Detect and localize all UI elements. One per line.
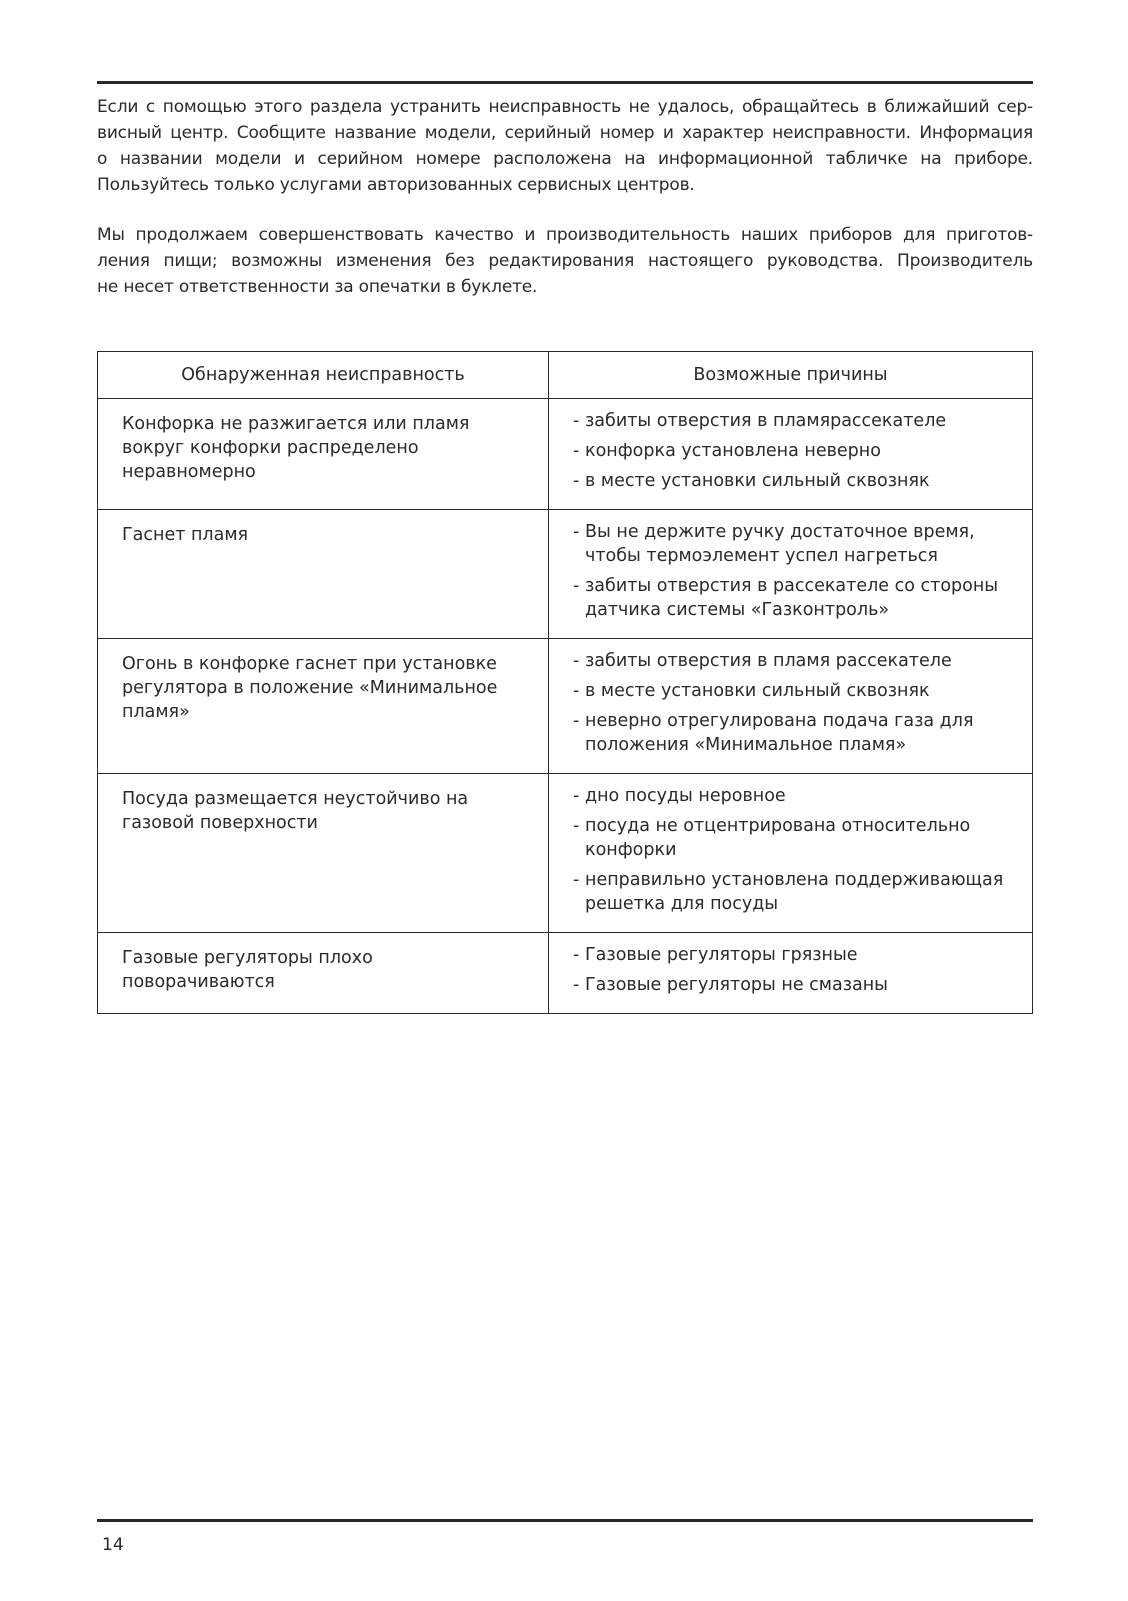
problem-cell	[98, 774, 549, 933]
problem-line: неравномерно	[122, 462, 256, 482]
problem-line: вокруг конфорки распределено	[122, 438, 419, 458]
text-line: висный центр. Сообщите название модели, серийный номер и характер неисправности. Информация	[97, 123, 1033, 143]
cause-item	[573, 868, 1016, 916]
causes-cell	[549, 510, 1033, 639]
text-line: о названии модели и серийном номере расположена на информационной табличке на приборе.	[97, 149, 1033, 169]
cause-item	[573, 469, 1016, 493]
problem-line: регулятора в положение «Минимальное	[122, 678, 498, 698]
dash-marker: -	[573, 975, 580, 995]
cause-line: посуда не отцентрирована относительно	[585, 816, 971, 836]
table-row	[98, 510, 1033, 639]
problem-line: пламя»	[122, 702, 190, 722]
cause-item	[573, 814, 1016, 862]
cause-line: забиты отверстия в рассекателе со стороны	[585, 576, 999, 596]
cause-line: в месте установки сильный сквозняк	[585, 471, 930, 491]
problem-line: Огонь в конфорке гаснет при установке	[122, 654, 497, 674]
text-line: ления пищи; возможны изменения без редактирования настоящего руководства. Производитель	[97, 251, 1033, 271]
problem-cell	[98, 510, 549, 639]
cause-line: чтобы термоэлемент успел нагреться	[585, 546, 938, 566]
text-line: не несет ответственности за опечатки в буклете.	[97, 277, 538, 297]
cause-item	[573, 409, 1016, 433]
cause-line: дно посуды неровное	[585, 786, 786, 806]
dash-marker: -	[573, 651, 580, 671]
cause-line: Газовые регуляторы грязные	[585, 945, 858, 965]
problem-line: Гаснет пламя	[122, 525, 249, 545]
cause-line: Газовые регуляторы не смазаны	[585, 975, 889, 995]
cause-item	[573, 973, 1016, 997]
intro-paragraph-disclaimer	[97, 222, 1033, 300]
text-line: Пользуйтесь только услугами авторизованных сервисных центров.	[97, 175, 695, 195]
causes-cell	[549, 933, 1033, 1014]
problem-cell	[98, 399, 549, 510]
dash-marker: -	[573, 711, 580, 731]
cause-line: забиты отверстия в пламярассекателе	[585, 411, 947, 431]
troubleshooting-table	[97, 351, 1033, 1014]
dash-marker: -	[573, 681, 580, 701]
page-number: 14	[102, 1535, 124, 1555]
header-causes: Возможные причины	[549, 352, 1033, 399]
dash-marker: -	[573, 870, 580, 890]
cause-item	[573, 439, 1016, 463]
table-row	[98, 639, 1033, 774]
problem-line: Конфорка не разжигается или пламя	[122, 414, 470, 434]
table-row	[98, 774, 1033, 933]
cause-line: конфорки	[585, 840, 677, 860]
dash-marker: -	[573, 945, 580, 965]
cause-line: неверно отрегулирована подача газа для	[585, 711, 974, 731]
cause-line: конфорка установлена неверно	[585, 441, 881, 461]
table-row	[98, 399, 1033, 510]
cause-line: решетка для посуды	[585, 894, 779, 914]
cause-line: положения «Минимальное пламя»	[585, 735, 907, 755]
problem-line: Газовые регуляторы плохо	[122, 948, 373, 968]
text-line: Мы продолжаем совершенствовать качество и производительность наших приборов для приготов-	[97, 225, 1033, 245]
dash-marker: -	[573, 471, 580, 491]
problem-cell	[98, 933, 549, 1014]
cause-item	[573, 943, 1016, 967]
causes-cell	[549, 639, 1033, 774]
text-line: Если с помощью этого раздела устранить неисправность не удалось, обращайтесь в ближайший сер-	[97, 97, 1033, 117]
cause-line: неправильно установлена поддерживающая	[585, 870, 1004, 890]
cause-item	[573, 574, 1016, 622]
problem-line: поворачиваются	[122, 972, 275, 992]
dash-marker: -	[573, 576, 580, 596]
dash-marker: -	[573, 786, 580, 806]
dash-marker: -	[573, 816, 580, 836]
causes-cell	[549, 774, 1033, 933]
dash-marker: -	[573, 441, 580, 461]
problem-line: Посуда размещается неустойчиво на	[122, 789, 469, 809]
cause-line: Вы не держите ручку достаточное время,	[585, 522, 975, 542]
cause-item	[573, 709, 1016, 757]
problem-cell	[98, 639, 549, 774]
intro-paragraph-service	[97, 94, 1033, 198]
cause-item	[573, 784, 1016, 808]
cause-line: в месте установки сильный сквозняк	[585, 681, 930, 701]
cause-item	[573, 520, 1016, 568]
cause-item	[573, 679, 1016, 703]
header-problem: Обнаруженная неисправность	[98, 352, 549, 399]
problem-line: газовой поверхности	[122, 813, 318, 833]
cause-line: датчика системы «Газконтроль»	[585, 600, 890, 620]
causes-cell	[549, 399, 1033, 510]
table-row	[98, 933, 1033, 1014]
bottom-rule	[97, 1519, 1033, 1522]
dash-marker: -	[573, 411, 580, 431]
table-header-row	[98, 352, 1033, 399]
cause-item	[573, 649, 1016, 673]
dash-marker: -	[573, 522, 580, 542]
top-rule	[97, 81, 1033, 84]
cause-line: забиты отверстия в пламя рассекателе	[585, 651, 952, 671]
